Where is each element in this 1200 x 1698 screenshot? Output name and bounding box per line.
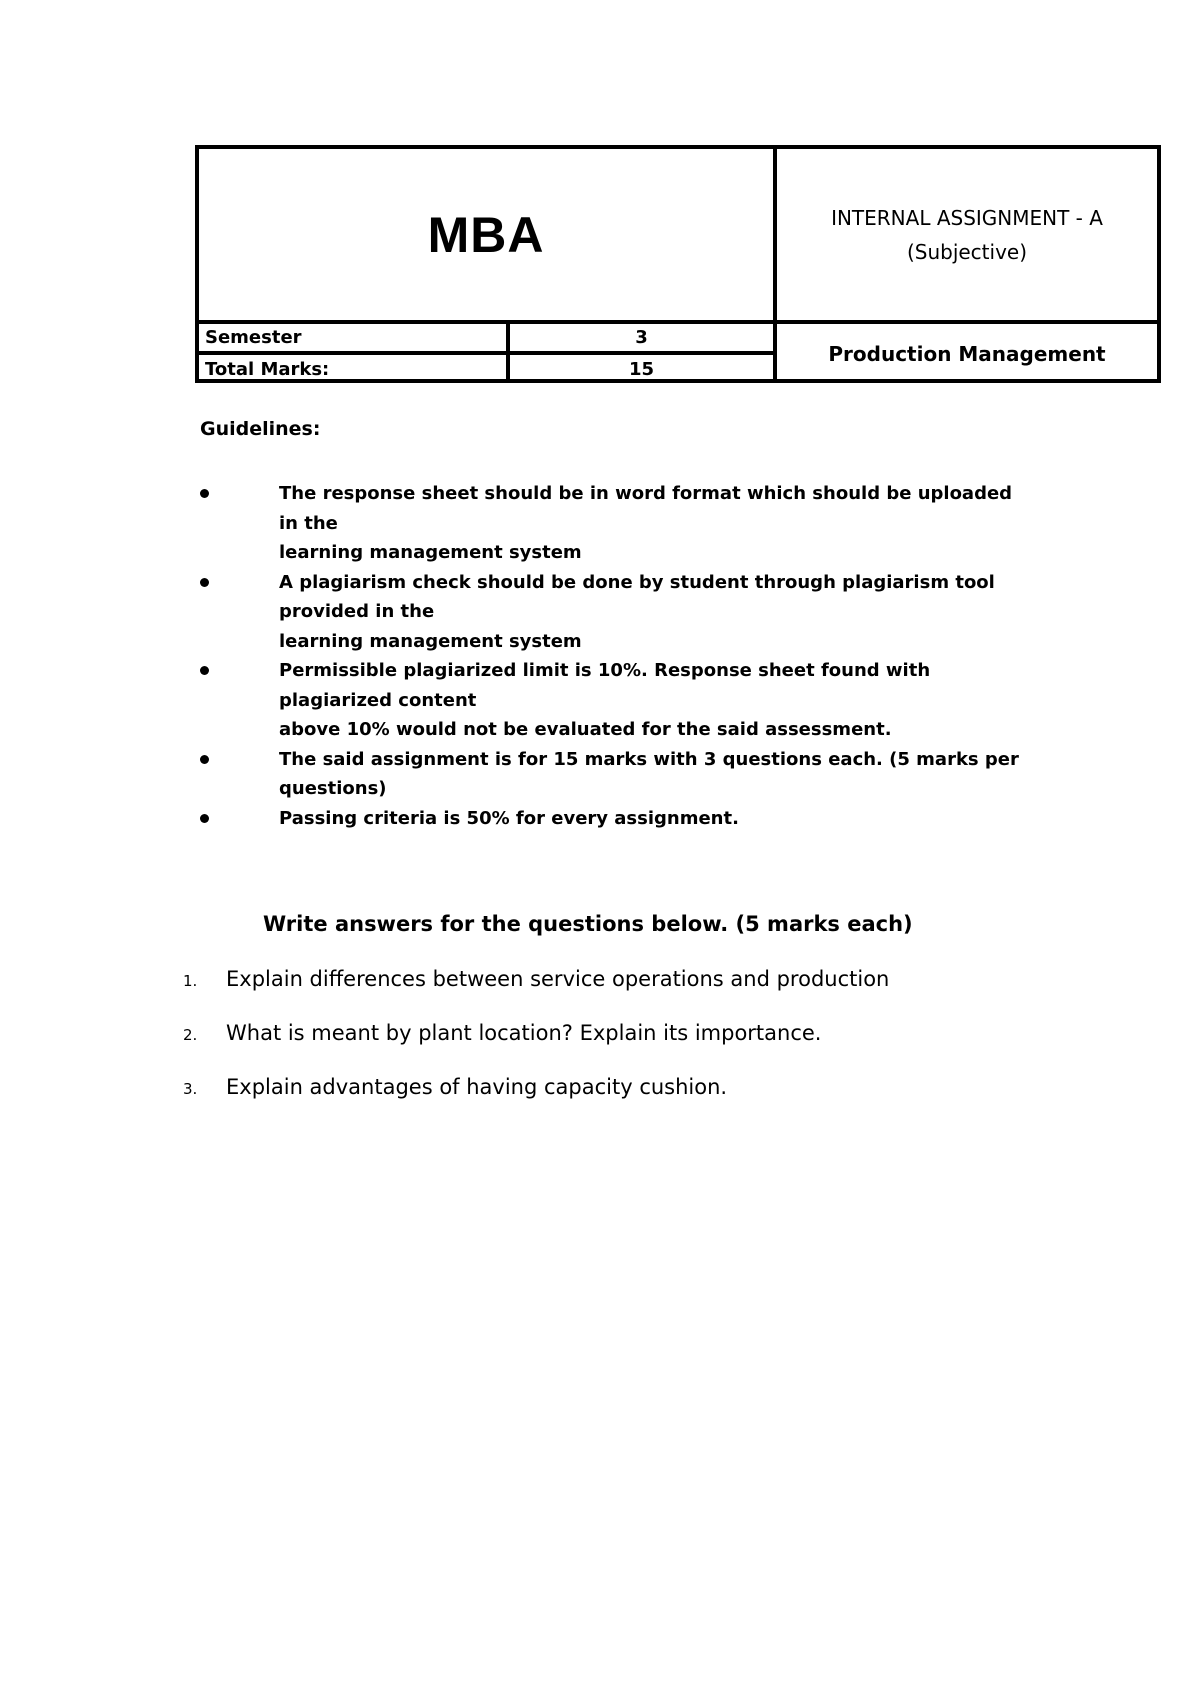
guidelines-heading: Guidelines:	[200, 418, 321, 440]
guideline-item	[200, 656, 1020, 745]
guideline-item	[200, 804, 1020, 834]
guidelines-list	[200, 479, 1020, 833]
assignment-title: INTERNAL ASSIGNMENT - A	[831, 205, 1103, 230]
bullet-icon	[200, 489, 209, 498]
questions-heading: Write answers for the questions below. (5 marks each)	[263, 912, 913, 936]
question-text: What is meant by plant location? Explain its importance.	[226, 1021, 822, 1045]
bullet-icon	[200, 578, 209, 587]
semester-value: 3	[510, 324, 777, 355]
question-number: 2.	[183, 1026, 198, 1044]
total-marks-label: Total Marks:	[199, 355, 510, 383]
assignment-type: (Subjective)	[906, 239, 1028, 264]
guideline-text: Permissible plagiarized limit is 10%. Response sheet found with plagiarized content	[279, 660, 931, 711]
guideline-item	[200, 568, 1020, 657]
assignment-title-cell	[777, 149, 1157, 324]
program-cell	[199, 149, 777, 324]
bullet-icon	[200, 814, 209, 823]
guideline-text: A plagiarism check should be done by student through plagiarism tool provided in the	[279, 571, 995, 622]
bullet-icon	[200, 755, 209, 764]
guideline-text-cont: learning management system	[279, 630, 582, 652]
guideline-text: The response sheet should be in word format which should be uploaded in the	[279, 483, 1013, 534]
guideline-item	[200, 479, 1020, 568]
question-number: 1.	[183, 972, 198, 990]
guideline-text-cont: learning management system	[279, 542, 582, 563]
subject-name: Production Management	[828, 341, 1106, 366]
guideline-text-cont: above 10% would not be evaluated for the said assessment.	[279, 719, 892, 740]
semester-label: Semester	[199, 324, 510, 355]
bullet-icon	[200, 666, 209, 675]
guideline-item	[200, 745, 1020, 804]
guideline-text: The said assignment is for 15 marks with 3 questions each. (5 marks per questions)	[279, 748, 1019, 799]
guideline-text: Passing criteria is 50% for every assignment.	[279, 807, 739, 829]
question-number: 3.	[183, 1080, 198, 1098]
total-marks-value: 15	[510, 355, 777, 383]
question-text: Explain advantages of having capacity cushion.	[226, 1075, 728, 1099]
question-text: Explain differences between service operations and production	[226, 967, 890, 991]
program-title: MBA	[427, 206, 545, 263]
assignment-header-table	[195, 145, 1161, 383]
